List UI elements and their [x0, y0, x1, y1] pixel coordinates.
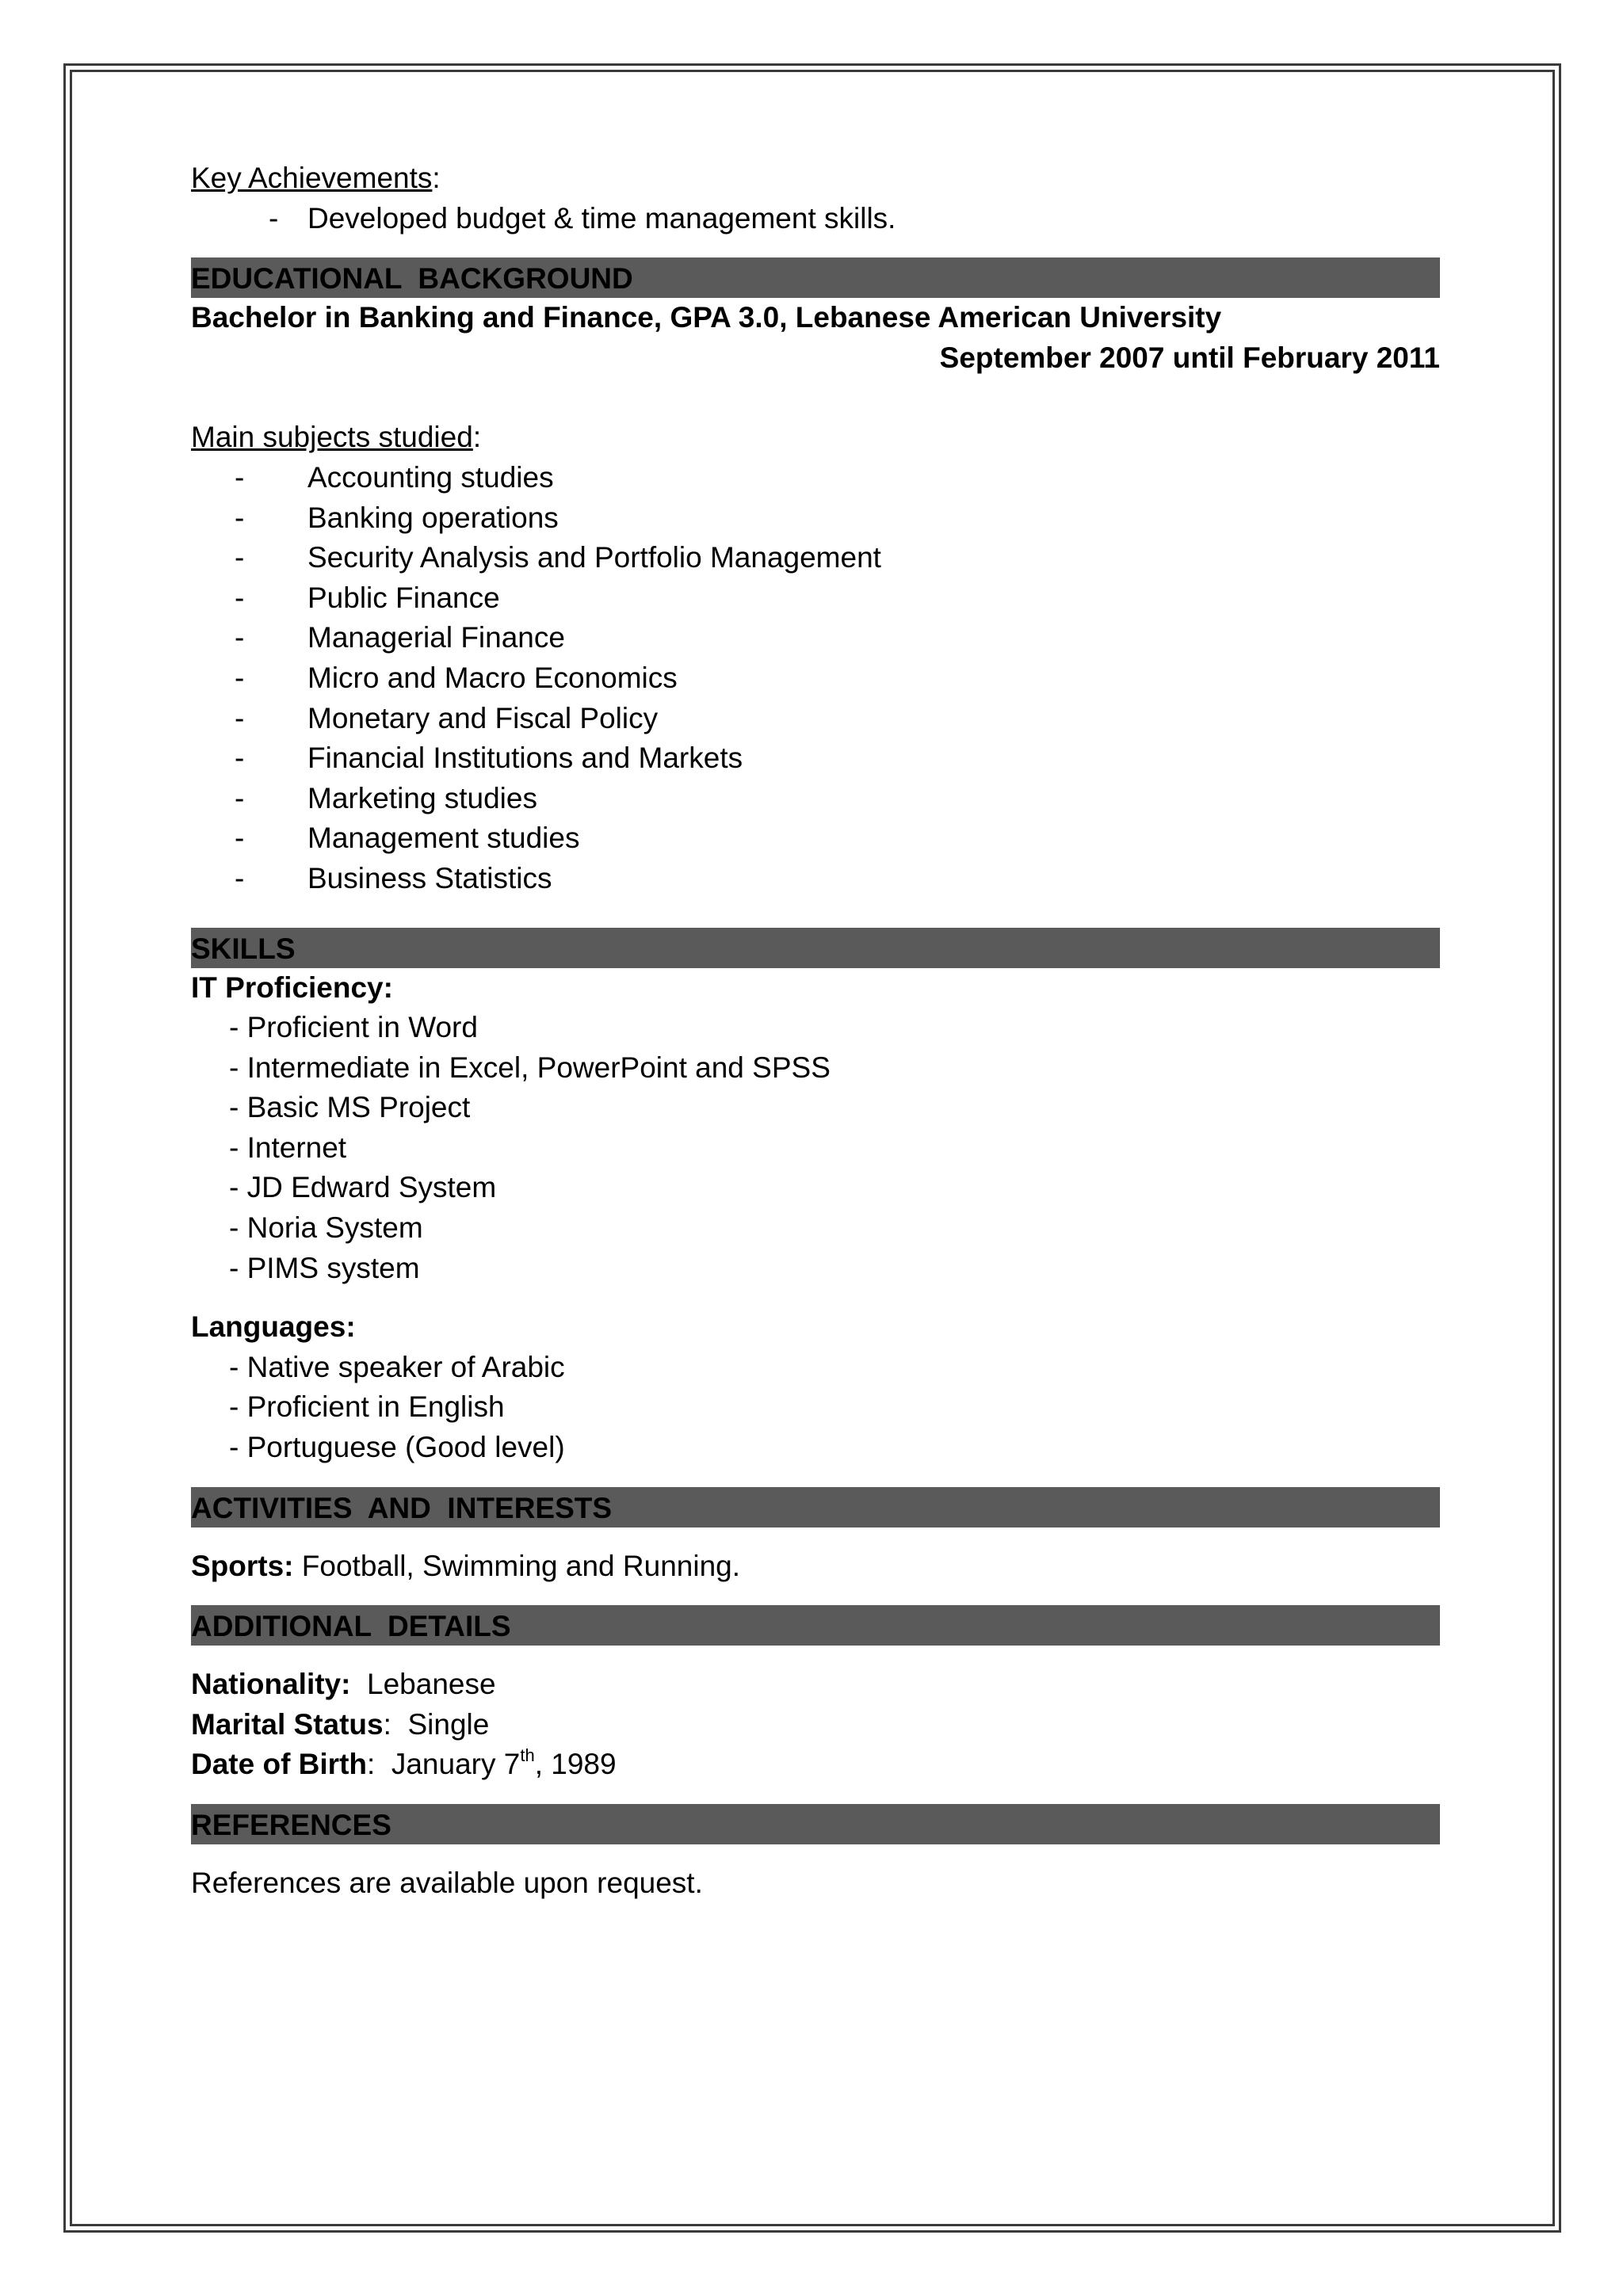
marital-status-value: : Single — [383, 1707, 490, 1741]
achievement-text: Developed budget & time management skills. — [307, 201, 896, 235]
list-item: - Intermediate in Excel, PowerPoint and SPSS — [229, 1051, 831, 1084]
marital-status-label: Marital Status — [191, 1707, 384, 1741]
it-proficiency-label: IT Proficiency: — [191, 971, 393, 1004]
list-item: - Basic MS Project — [229, 1091, 471, 1124]
section-header-education: EDUCATIONAL BACKGROUND — [191, 257, 1440, 298]
languages-list — [191, 1348, 1440, 1468]
list-item: - Internet — [229, 1131, 347, 1164]
sports-label: Sports: — [191, 1549, 294, 1582]
subjects-label: Main subjects studied — [191, 421, 473, 454]
date-of-birth-line — [191, 1745, 1440, 1785]
degree-dates: September 2007 until February 2011 — [939, 341, 1440, 374]
key-achievements-label: Key Achievements — [191, 162, 433, 194]
list-item: - Proficient in English — [229, 1390, 505, 1424]
resume-page — [191, 158, 1440, 1904]
list-item: - Noria System — [229, 1211, 423, 1245]
list-item: - Managerial Finance — [235, 621, 565, 654]
date-of-birth-value: : January 7 — [367, 1748, 521, 1781]
section-header-additional: ADDITIONAL DETAILS — [191, 1605, 1440, 1646]
nationality-label: Nationality: — [191, 1668, 351, 1701]
list-item: - Proficient in Word — [229, 1011, 478, 1044]
list-item: - Micro and Macro Economics — [235, 661, 678, 694]
section-header-skills: SKILLS — [191, 928, 1440, 968]
list-item: - Management studies — [235, 822, 580, 855]
key-achievements-heading: Key Achievements: — [191, 162, 441, 194]
list-item: - Public Finance — [235, 581, 500, 614]
subjects-heading: Main subjects studied: — [191, 421, 482, 454]
references-text: References are available upon request. — [191, 1867, 703, 1899]
list-item: - Native speaker of Arabic — [229, 1350, 565, 1383]
ordinal-suffix: th — [520, 1745, 535, 1766]
it-skills-list — [191, 1008, 1440, 1288]
list-item: - Banking operations — [235, 501, 559, 534]
degree-line: Bachelor in Banking and Finance, GPA 3.0, Lebanese American University — [191, 301, 1222, 334]
list-item: - Monetary and Fiscal Policy — [235, 701, 659, 734]
sports-line — [191, 1547, 1440, 1587]
date-of-birth-label: Date of Birth — [191, 1748, 367, 1781]
nationality-value: Lebanese — [350, 1668, 496, 1701]
list-item: - JD Edward System — [229, 1171, 497, 1204]
list-item: - Accounting studies — [235, 460, 554, 494]
list-item: - Security Analysis and Portfolio Management — [235, 541, 881, 574]
list-item: - Portuguese (Good level) — [229, 1431, 565, 1464]
list-item: - PIMS system — [229, 1251, 420, 1284]
list-item: - Marketing studies — [235, 781, 537, 814]
marital-status-line — [191, 1705, 1440, 1745]
list-item: - Developed budget & time management skills. — [191, 199, 1440, 239]
section-header-references: REFERENCES — [191, 1804, 1440, 1844]
languages-label: Languages: — [191, 1310, 356, 1344]
list-item: - Financial Institutions and Markets — [235, 742, 743, 775]
section-header-activities: ACTIVITIES AND INTERESTS — [191, 1487, 1440, 1527]
sports-value: Football, Swimming and Running. — [293, 1549, 741, 1582]
subjects-list — [191, 458, 1440, 899]
list-item: - Business Statistics — [235, 861, 552, 894]
date-of-birth-year: , 1989 — [534, 1748, 617, 1781]
nationality-line — [191, 1665, 1440, 1705]
